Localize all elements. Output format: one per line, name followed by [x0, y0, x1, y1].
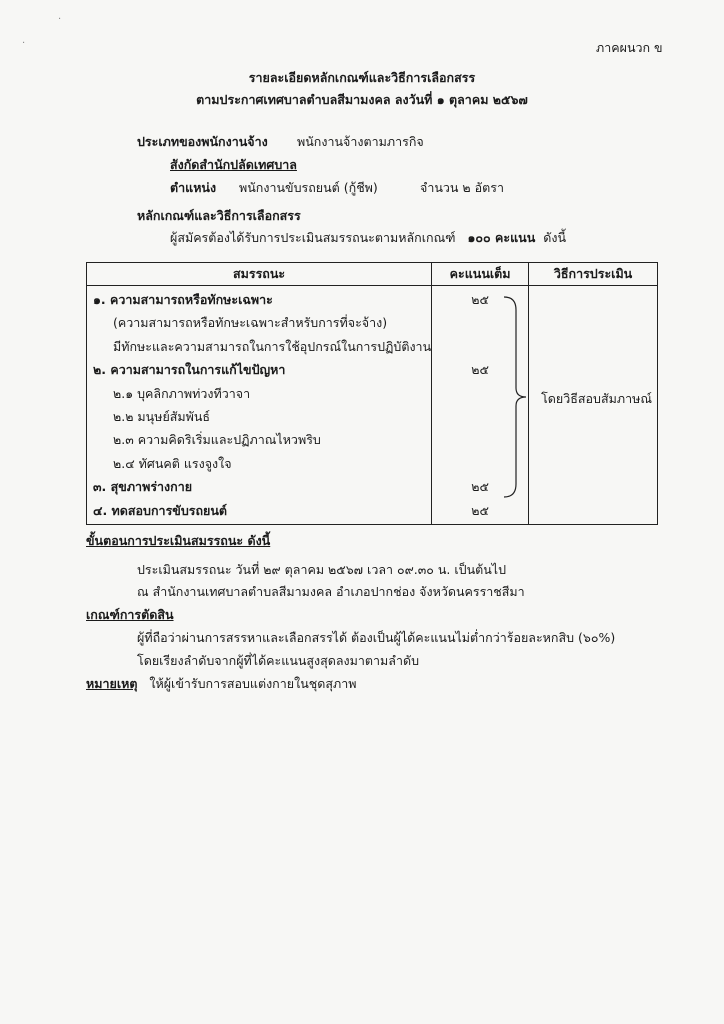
procedure-heading: ขั้นตอนการประเมินสมรรถนะ ดังนี้ — [86, 533, 271, 548]
note-line — [86, 676, 356, 692]
judgement-line-2: โดยเรียงลำดับจากผู้ที่ได้คะแนนสูงสุดลงมาตามลำดับ — [137, 653, 420, 668]
competency-item: ๒.๑ บุคลิกภาพท่วงทีวาจา — [113, 385, 251, 401]
curly-brace-icon — [502, 294, 530, 500]
table-body-row — [87, 286, 658, 525]
table-header-row — [87, 263, 658, 286]
note-label: หมายเหตุ — [86, 676, 138, 691]
score-value: ๒๕ — [471, 362, 489, 378]
judgement-line-1: ผู้ที่ถือว่าผ่านการสรรหาและเลือกสรรได้ ต้องเป็นผู้ได้คะแนนไม่ต่ำกว่าร้อยละหกสิบ (๖๐%) — [137, 630, 616, 645]
procedure-line-1: ประเมินสมรรถนะ วันที่ ๒๙ ตุลาคม ๒๕๖๗ เวลา ๐๙.๓๐ น. เป็นต้นไป — [137, 562, 507, 577]
procedure-line-2: ณ สำนักงานเทศบาลตำบลสีมามงคล อำเภอปากช่อง จังหวัดนครราชสีมา — [137, 584, 525, 599]
header-full-score: คะแนนเต็ม — [432, 263, 529, 286]
title-line-2: ตามประกาศเทศบาลตำบลสีมามงคล ลงวันที่ ๑ ตุลาคม ๒๕๖๗ — [196, 92, 528, 107]
competency-cell — [87, 286, 432, 525]
criteria-heading: หลักเกณฑ์และวิธีการเลือกสรร — [137, 208, 301, 223]
scan-speck: · — [22, 38, 26, 49]
competency-item: ๔. ทดสอบการขับรถยนต์ — [93, 502, 228, 518]
criteria-points: ๑๐๐ คะแนน — [467, 230, 536, 245]
header-method: วิธีการประเมิน — [529, 263, 658, 286]
competency-item: (ความสามารถหรือทักษะเฉพาะสำหรับการที่จะจ้าง) — [113, 315, 388, 331]
note-text: ให้ผู้เข้ารับการสอบแต่งกายในชุดสุภาพ — [149, 676, 357, 691]
criteria-suffix: ดังนี้ — [543, 230, 566, 245]
department-label: สังกัดสำนักปลัดเทศบาล — [170, 157, 297, 172]
criteria-table — [86, 262, 658, 525]
position-value: พนักงานขับรถยนต์ (กู้ชีพ) — [239, 180, 378, 195]
employee-type-value: พนักงานจ้างตามภารกิจ — [297, 134, 424, 149]
competency-item: ๒.๔ ทัศนคติ แรงจูงใจ — [113, 455, 232, 471]
criteria-intro — [170, 230, 566, 246]
competency-item: ๑. ความสามารถหรือทักษะเฉพาะ — [93, 292, 273, 307]
judgement-heading: เกณฑ์การตัดสิน — [86, 607, 174, 622]
competency-item: ๒. ความสามารถในการแก้ไขปัญหา — [93, 362, 286, 378]
competency-list — [87, 288, 431, 522]
score-value: ๒๕ — [471, 502, 489, 518]
competency-item: ๓. สุขภาพร่างกาย — [93, 479, 193, 495]
competency-item: มีทักษะและความสามารถในการใช้อุปกรณ์ในการปฏิบัติงาน — [113, 338, 432, 354]
position-label: ตำแหน่ง — [170, 180, 217, 195]
header-competency: สมรรถนะ — [87, 263, 432, 286]
score-value: ๒๕ — [471, 479, 489, 495]
criteria-intro-text: ผู้สมัครต้องได้รับการประเมินสมรรถนะตามหลักเกณฑ์ — [170, 230, 456, 245]
title-line-1: รายละเอียดหลักเกณฑ์และวิธีการเลือกสรร — [248, 70, 476, 85]
method-cell — [529, 286, 658, 525]
method-text: โดยวิธีสอบสัมภาษณ์ — [541, 391, 652, 406]
quota-text: จำนวน ๒ อัตรา — [420, 180, 504, 195]
appendix-label: ภาคผนวก ข — [596, 40, 663, 55]
score-value: ๒๕ — [471, 292, 489, 307]
competency-item: ๒.๓ ความคิดริเริ่มและปฏิภาณไหวพริบ — [113, 432, 321, 448]
competency-item: ๒.๒ มนุษย์สัมพันธ์ — [113, 408, 211, 424]
employee-type-label: ประเภทของพนักงานจ้าง — [137, 134, 268, 149]
scan-speck: · — [58, 14, 62, 25]
